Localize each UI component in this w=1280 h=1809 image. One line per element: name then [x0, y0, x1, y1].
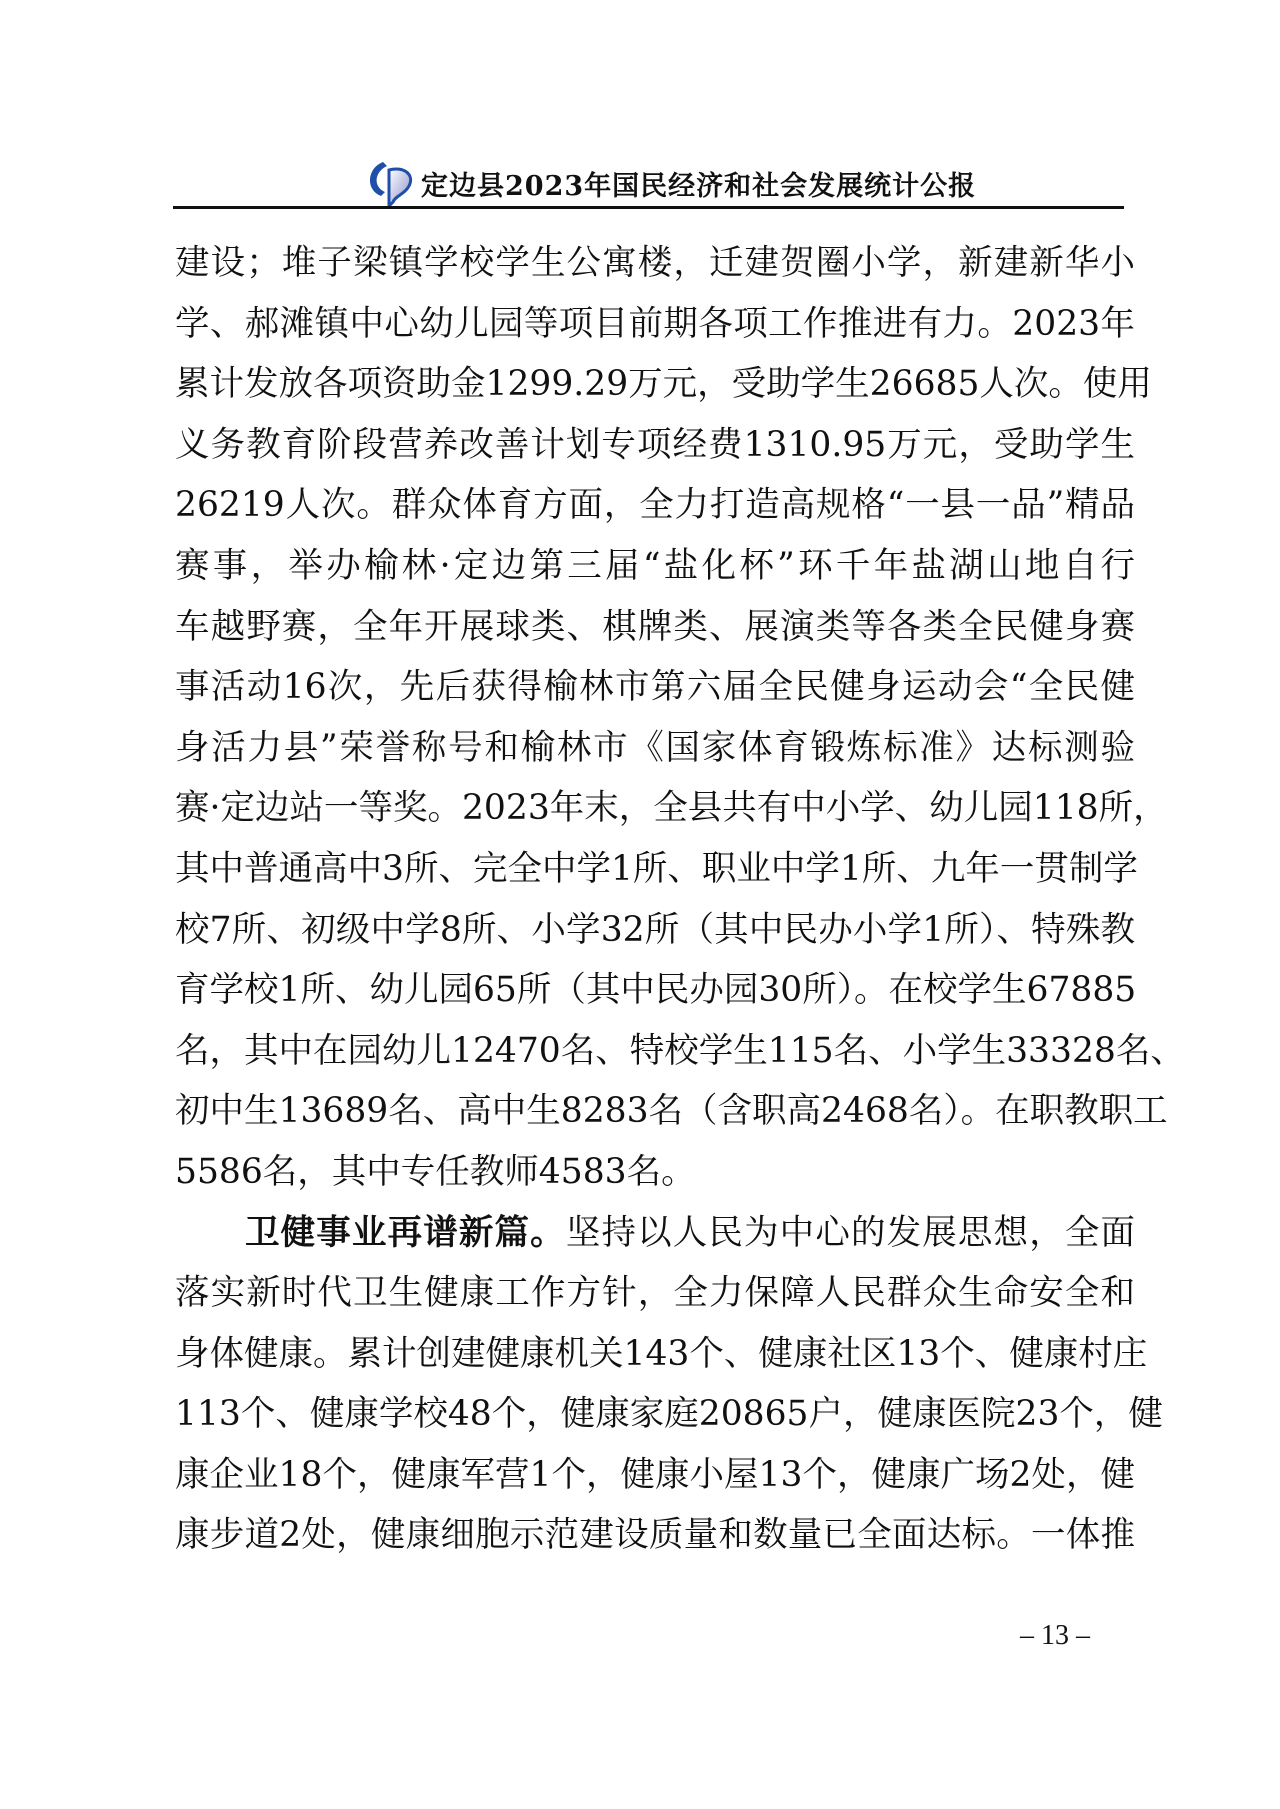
- text-line: 5586名，其中专任教师4583名。: [175, 1151, 696, 1192]
- page-header: [173, 150, 1124, 212]
- header-divider: [173, 206, 1124, 209]
- paragraph-education: [175, 233, 1185, 1203]
- text-line: 车越野赛，全年开展球类、棋牌类、展演类等各类全民健身赛: [175, 606, 1135, 647]
- statistics-bureau-logo-icon: [363, 156, 421, 208]
- page-number: – 13 –: [1020, 1620, 1090, 1651]
- text-line: 累计发放各项资助金1299.29万元，受助学生26685人次。使用: [175, 364, 1152, 405]
- text-line: 其中普通高中3所、完全中学1所、职业中学1所、九年一贯制学: [175, 848, 1138, 889]
- text-line: 名，其中在园幼儿12470名、特校学生115名、小学生33328名、: [175, 1030, 1185, 1071]
- text-line: 初中生13689名、高中生8283名（含职高2468名）。在职教职工: [175, 1091, 1168, 1132]
- page-header-title: 定边县2023年国民经济和社会发展统计公报: [421, 171, 977, 202]
- text-line: 赛·定边站一等奖。2023年末，全县共有中小学、幼儿园118所，: [175, 788, 1168, 829]
- text-line: 育学校1所、幼儿园65所（其中民办园30所）。在校学生67885: [175, 970, 1137, 1011]
- body-text: [175, 233, 1185, 1566]
- section-lead-heading: 卫健事业再谱新篇。: [245, 1212, 566, 1253]
- text-line: 落实新时代卫生健康工作方针，全力保障人民群众生命安全和: [175, 1273, 1135, 1314]
- text-line: 康企业18个，健康军营1个，健康小屋13个，健康广场2处，健: [175, 1454, 1135, 1495]
- text-line: 身活力县”荣誉称号和榆林市《国家体育锻炼标准》达标测验: [175, 727, 1135, 768]
- text-line: 康步道2处，健康细胞示范建设质量和数量已全面达标。一体推: [175, 1515, 1135, 1556]
- text-line: 建设；堆子梁镇学校学生公寓楼，迁建贺圈小学，新建新华小: [175, 243, 1135, 283]
- text-line: 26219人次。群众体育方面，全力打造高规格“一县一品”精品: [175, 485, 1135, 526]
- text-line-first: [175, 1203, 1135, 1264]
- text-line: 义务教育阶段营养改善计划专项经费1310.95万元，受助学生: [175, 424, 1135, 465]
- text-line: 113个、健康学校48个，健康家庭20865户，健康医院23个，健: [175, 1394, 1163, 1435]
- text-line: 身体健康。累计创建健康机关143个、健康社区13个、健康村庄: [175, 1333, 1148, 1374]
- text-line: 学、郝滩镇中心幼儿园等项目前期各项工作推进有力。2023年: [175, 303, 1135, 344]
- text-line: 赛事，举办榆林·定边第三届“盐化杯”环千年盐湖山地自行: [175, 545, 1135, 586]
- text-line: 校7所、初级中学8所、小学32所（其中民办小学1所）、特殊教: [175, 909, 1135, 950]
- text-span: 坚持以人民为中心的发展思想，全面: [565, 1212, 1135, 1253]
- text-line: 事活动16次，先后获得榆林市第六届全民健身运动会“全民健: [175, 667, 1135, 708]
- paragraph-health: [175, 1203, 1163, 1567]
